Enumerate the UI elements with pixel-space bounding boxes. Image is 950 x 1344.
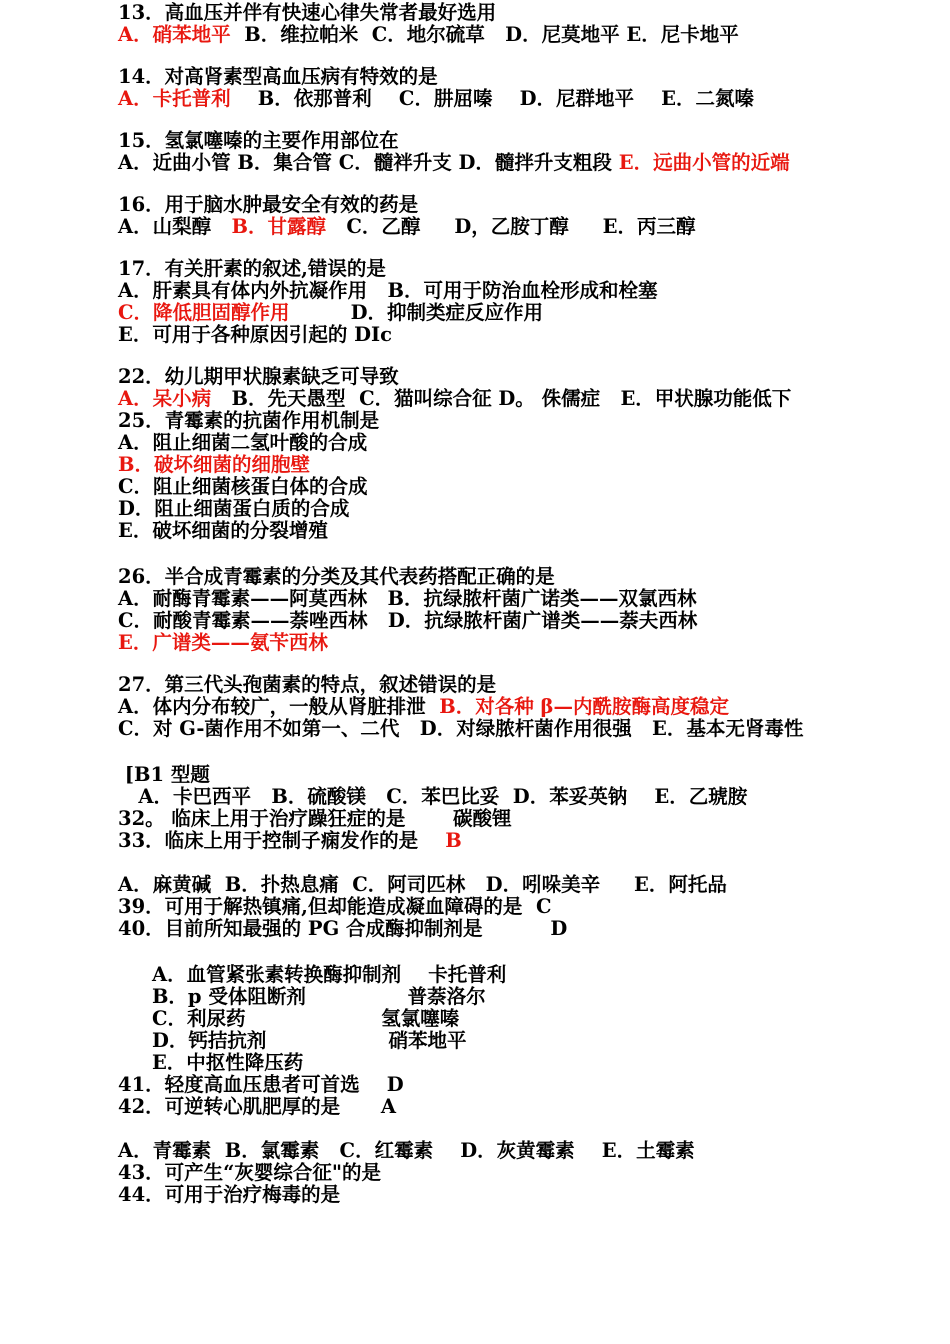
- question-text: 16．用于脑水肿最安全有效的药是: [118, 193, 419, 216]
- question-text: C．耐酸青霉素——萘唑西林 D．抗绿脓杆菌广谱类——萘夫西林: [118, 609, 698, 632]
- text-line: [118, 388, 791, 410]
- text-line: [118, 1184, 340, 1206]
- text-line: [118, 1030, 467, 1052]
- text-line: [118, 674, 496, 696]
- text-line: [118, 986, 486, 1008]
- answer-text: A．卡托普利: [118, 87, 231, 110]
- question-text: A．麻黄碱 B．扑热息痛 C．阿司匹林 D．吲哚美辛 E．阿托品: [118, 873, 727, 896]
- question-text: [B1 型题: [118, 763, 210, 786]
- question-text: D．阻止细菌蛋白质的合成: [118, 497, 350, 520]
- question-text: 44．可用于治疗梅毒的是: [118, 1183, 341, 1206]
- question-text: 32。 临床上用于治疗躁狂症的是 碳酸锂: [118, 807, 512, 830]
- text-line: [118, 88, 754, 110]
- answer-text: B．破坏细菌的细胞壁: [118, 453, 310, 476]
- question-text: A．体内分布较广，一般从肾脏排泄: [118, 695, 440, 718]
- question-text: A．阻止细菌二氢叶酸的合成: [118, 431, 368, 454]
- question-text: A．卡巴西平 B．硫酸镁 C．苯巴比妥 D．苯妥英钠 E．乙琥胺: [118, 785, 748, 808]
- question-text: E．可用于各种原因引起的 DIc: [118, 323, 393, 346]
- text-line: [118, 632, 328, 654]
- text-line: [118, 324, 392, 346]
- text-line: [118, 896, 552, 918]
- question-text: D．抑制类症反应作用: [289, 301, 544, 324]
- text-line: [118, 152, 790, 174]
- answer-text: C．降低胆固醇作用: [118, 301, 290, 324]
- question-text: C．阻止细菌核蛋白体的合成: [118, 475, 368, 498]
- text-line: [118, 718, 803, 740]
- text-line: [118, 1162, 381, 1184]
- question-text: A．青霉素 B．氯霉素 C．红霉素 D．灰黄霉素 E．土霉素: [118, 1139, 695, 1162]
- question-text: 17．有关肝素的叙述,错误的是: [118, 257, 386, 280]
- text-line: [118, 130, 399, 152]
- text-line: [118, 964, 506, 986]
- text-line: [118, 216, 696, 238]
- question-text: A．肝素具有体内外抗凝作用 B．可用于防治血栓形成和栓塞: [118, 279, 658, 302]
- question-text: 25．青霉素的抗菌作用机制是: [118, 409, 380, 432]
- question-text: 13．高血压并伴有快速心律失常者最好选用: [118, 1, 497, 24]
- question-text: 22．幼儿期甲状腺素缺乏可导致: [118, 365, 399, 388]
- answer-text: B．对各种 β—内酰胺酶高度稳定: [439, 695, 729, 718]
- text-line: [118, 566, 555, 588]
- text-line: [118, 410, 379, 432]
- question-text: 43．可产生“灰婴综合征"的是: [118, 1161, 382, 1184]
- question-text: 33．临床上用于控制子痫发作的是: [118, 829, 446, 852]
- question-text: B．先天愚型 C．猫叫综合征 D。 侏儒症 E．甲状腺功能低下: [211, 387, 792, 410]
- answer-text: A．硝苯地平: [118, 23, 231, 46]
- question-text: B．依那普利 C．肼屈嗪 D．尼群地平 E．二氮嗪: [230, 87, 755, 110]
- text-line: [118, 302, 543, 324]
- question-text: E．破坏细菌的分裂增殖: [118, 519, 328, 542]
- answer-text: B: [445, 829, 462, 852]
- text-line: [118, 808, 511, 830]
- text-line: [118, 610, 697, 632]
- text-line: [118, 194, 418, 216]
- text-line: [118, 696, 729, 718]
- answer-text: E．远曲小管的近端: [618, 151, 790, 174]
- text-line: [118, 454, 310, 476]
- text-line: [118, 520, 328, 542]
- text-line: [118, 588, 696, 610]
- question-text: 42．可逆转心肌肥厚的是 A: [118, 1095, 396, 1118]
- text-line: [118, 830, 462, 852]
- text-line: [118, 366, 399, 388]
- question-text: C．利尿药 氢氯噻嗪: [118, 1007, 460, 1030]
- text-line: [118, 66, 438, 88]
- question-text: 40．目前所知最强的 PG 合成酶抑制剂是 D: [118, 917, 568, 940]
- question-text: 14．对高肾素型高血压病有特效的是: [118, 65, 438, 88]
- question-text: D．钙拮抗剂 硝苯地平: [118, 1029, 467, 1052]
- text-line: [118, 874, 727, 896]
- question-text: A．耐酶青霉素——阿莫西林 B．抗绿脓杆菌广诺类——双氯西林: [118, 587, 697, 610]
- question-text: B．维拉帕米 C．地尔硫草 D．尼莫地平 E．尼卡地平: [230, 23, 739, 46]
- text-line: [118, 918, 567, 940]
- question-text: C．对 G-菌作用不如第一、二代 D．对绿脓杆菌作用很强 E．基本无肾毒性: [118, 717, 804, 740]
- question-text: A．血管紧张素转换酶抑制剂 卡托普利: [118, 963, 507, 986]
- text-line: [118, 280, 657, 302]
- question-text: 41．轻度高血压患者可首选 D: [118, 1073, 404, 1096]
- answer-text: B．甘露醇: [231, 215, 326, 238]
- text-line: [118, 24, 739, 46]
- question-text: E．中抠性降压药: [118, 1051, 304, 1074]
- text-line: [118, 764, 210, 786]
- question-text: A．近曲小管 B．集合管 C．髓袢升支 D．髓拌升支粗段: [118, 151, 619, 174]
- text-line: [118, 476, 368, 498]
- text-line: [118, 1096, 396, 1118]
- question-text: 27．第三代头孢菌素的特点，叙述错误的是: [118, 673, 497, 696]
- question-text: 39．可用于解热镇痛,但却能造成凝血障碍的是 C: [118, 895, 552, 918]
- answer-text: A．呆小病: [118, 387, 212, 410]
- text-line: [118, 432, 367, 454]
- text-line: [118, 1074, 404, 1096]
- text-line: [118, 258, 386, 280]
- text-line: [118, 1140, 695, 1162]
- question-text: A．山梨醇: [118, 215, 232, 238]
- text-line: [118, 1008, 459, 1030]
- text-line: [118, 2, 496, 24]
- question-text: B．p 受体阻断剂 普萘洛尔: [118, 985, 486, 1008]
- text-line: [118, 786, 747, 808]
- question-text: C．乙醇 D，乙胺丁醇 E．丙三醇: [325, 215, 696, 238]
- question-text: 15．氢氯噻嗪的主要作用部位在: [118, 129, 399, 152]
- question-text: 26．半合成青霉素的分类及其代表药搭配正确的是: [118, 565, 555, 588]
- text-line: [118, 498, 349, 520]
- text-line: [118, 1052, 303, 1074]
- answer-text: E．广谱类——氨苄西林: [118, 631, 328, 654]
